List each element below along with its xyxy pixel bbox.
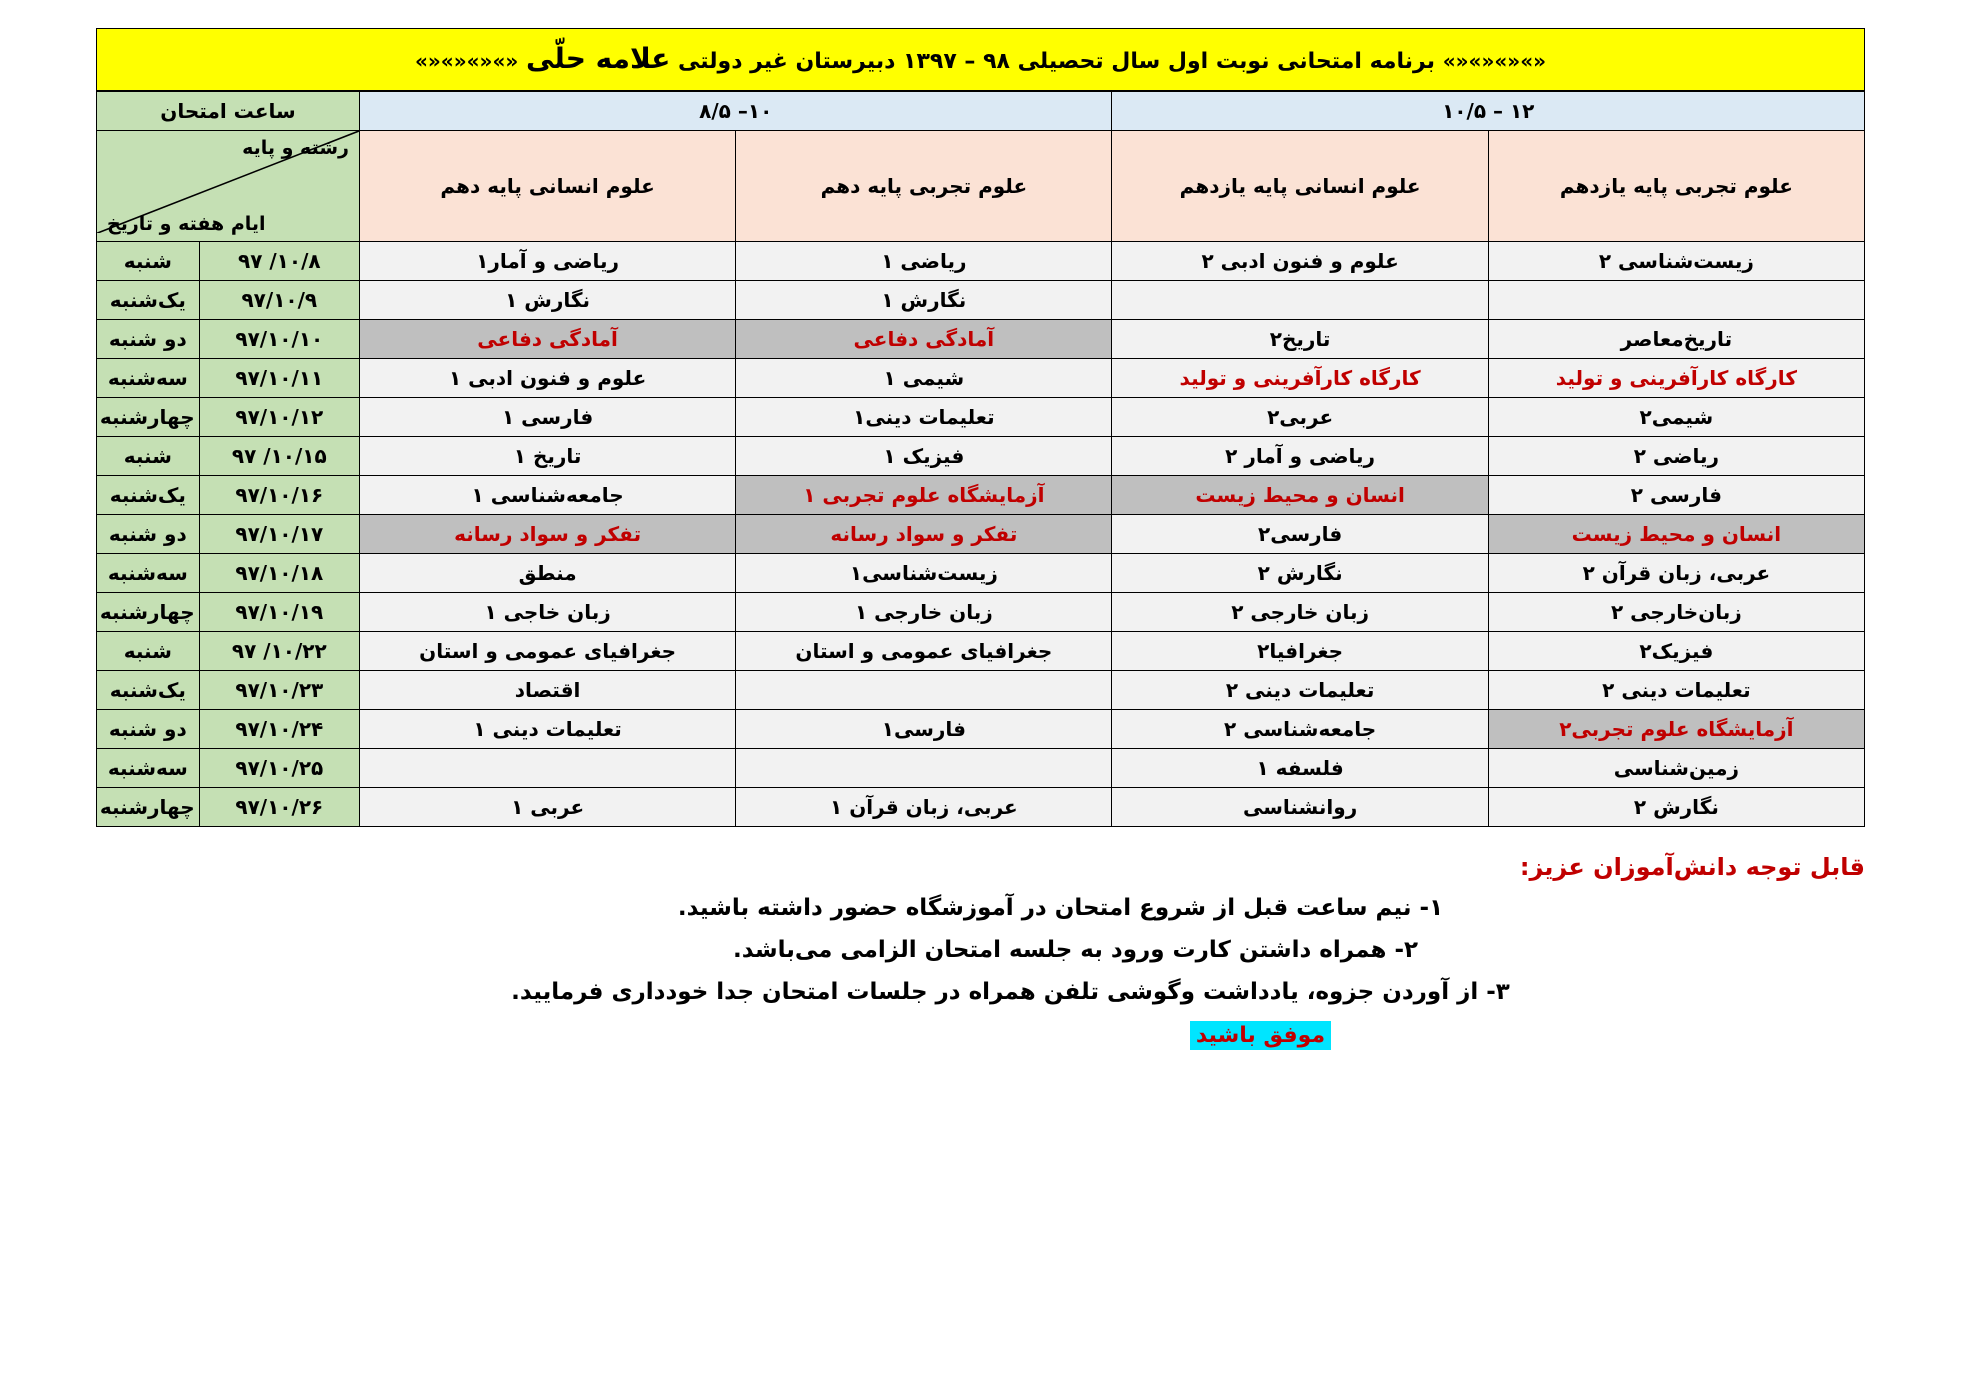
note-item-2: ۲- همراه داشتن کارت ورود به جلسه امتحان الزامی می‌باشد. bbox=[732, 937, 1419, 963]
exam-cell: ریاضی و آمار ۲ bbox=[1112, 437, 1488, 476]
table-row bbox=[97, 242, 1865, 281]
branch-date-diagonal-header bbox=[97, 131, 360, 242]
row-date: ۹۷/۱۰/۱۹ bbox=[199, 593, 359, 632]
exam-cell bbox=[736, 749, 1112, 788]
exam-cell: زبان خارجی ۱ bbox=[736, 593, 1112, 632]
table-row bbox=[97, 320, 1865, 359]
exam-cell: نگارش ۱ bbox=[736, 281, 1112, 320]
title-decoration-right: «»«»«»«» bbox=[1442, 49, 1547, 73]
row-date: ۹۷/۱۰/۱۱ bbox=[199, 359, 359, 398]
row-date: ۹۷ /۱۰/۲۲ bbox=[199, 632, 359, 671]
exam-cell: فارسی۱ bbox=[736, 710, 1112, 749]
row-weekday: چهارشنبه bbox=[97, 593, 200, 632]
row-date: ۹۷/۱۰/۱۸ bbox=[199, 554, 359, 593]
notes-heading: قابل توجه دانش‌آموزان عزیز: bbox=[1519, 853, 1865, 881]
exam-cell: نگارش ۲ bbox=[1112, 554, 1488, 593]
exam-cell bbox=[736, 671, 1112, 710]
time-slot-header-row bbox=[97, 92, 1865, 131]
exam-cell: زبان خاجی ۱ bbox=[359, 593, 735, 632]
exam-cell: فارسی ۱ bbox=[359, 398, 735, 437]
exam-cell: تاریخ‌معاصر bbox=[1488, 320, 1864, 359]
exam-cell: تعلیمات دینی ۱ bbox=[359, 710, 735, 749]
row-date: ۹۷/۱۰/۲۴ bbox=[199, 710, 359, 749]
exam-cell: جامعه‌شناسی ۲ bbox=[1112, 710, 1488, 749]
exam-cell: زیست‌شناسی ۲ bbox=[1488, 242, 1864, 281]
exam-cell: عربی، زبان قرآن ۱ bbox=[736, 788, 1112, 827]
title-school-name: علامه حلّی bbox=[525, 42, 671, 75]
exam-cell bbox=[1112, 281, 1488, 320]
exam-cell: عربی ۱ bbox=[359, 788, 735, 827]
row-date: ۹۷ /۱۰/۸ bbox=[199, 242, 359, 281]
exam-cell: ریاضی و آمار۱ bbox=[359, 242, 735, 281]
exam-cell: آمادگی دفاعی bbox=[359, 320, 735, 359]
exam-cell: روانشناسی bbox=[1112, 788, 1488, 827]
column-header-humanities-11: علوم انسانی پایه یازدهم bbox=[1112, 131, 1488, 242]
exam-cell: نگارش ۲ bbox=[1488, 788, 1864, 827]
title-text: برنامه امتحانی نوبت اول سال تحصیلی ۹۸ – ۱۳۹۷ دبیرستان غیر دولتی bbox=[670, 49, 1436, 74]
table-header bbox=[97, 92, 1865, 242]
table-row bbox=[97, 515, 1865, 554]
row-date: ۹۷/۱۰/۱۷ bbox=[199, 515, 359, 554]
row-weekday: سه‌شنبه bbox=[97, 359, 200, 398]
table-row bbox=[97, 749, 1865, 788]
row-date: ۹۷/۱۰/۱۲ bbox=[199, 398, 359, 437]
exam-cell: علوم و فنون ادبی ۱ bbox=[359, 359, 735, 398]
exam-cell: اقتصاد bbox=[359, 671, 735, 710]
table-row bbox=[97, 632, 1865, 671]
branch-grade-label: رشته و پایه bbox=[242, 137, 349, 159]
row-weekday: یک‌شنبه bbox=[97, 671, 200, 710]
row-date: ۹۷/۱۰/۱۶ bbox=[199, 476, 359, 515]
exam-cell: انسان و محیط زیست bbox=[1112, 476, 1488, 515]
exam-cell: آزمایشگاه علوم تجربی ۱ bbox=[736, 476, 1112, 515]
slot-late-header: ۱۲ – ۱۰/۵ bbox=[1112, 92, 1865, 131]
exam-cell: زبان‌خارجی ۲ bbox=[1488, 593, 1864, 632]
row-weekday: شنبه bbox=[97, 632, 200, 671]
title-decoration-left: «»«»«»«» bbox=[414, 49, 519, 73]
exam-cell: فارسی ۲ bbox=[1488, 476, 1864, 515]
exam-time-header: ساعت امتحان bbox=[97, 92, 360, 131]
exam-cell: کارگاه کارآفرینی و تولید bbox=[1488, 359, 1864, 398]
table-row bbox=[97, 281, 1865, 320]
table-body bbox=[97, 242, 1865, 827]
exam-cell: جغرافیای عمومی و استان bbox=[736, 632, 1112, 671]
row-date: ۹۷/۱۰/۹ bbox=[199, 281, 359, 320]
exam-cell: فیزیک۲ bbox=[1488, 632, 1864, 671]
column-header-experimental-11: علوم تجربی پایه یازدهم bbox=[1488, 131, 1864, 242]
note-item-1: ۱- نیم ساعت قبل از شروع امتحان در آموزشگاه حضور داشته باشید. bbox=[677, 895, 1444, 921]
column-header-humanities-10: علوم انسانی پایه دهم bbox=[359, 131, 735, 242]
exam-cell: جامعه‌شناسی ۱ bbox=[359, 476, 735, 515]
table-row bbox=[97, 554, 1865, 593]
exam-cell: زیست‌شناسی۱ bbox=[736, 554, 1112, 593]
table-row bbox=[97, 437, 1865, 476]
table-row bbox=[97, 671, 1865, 710]
row-date: ۹۷/۱۰/۲۵ bbox=[199, 749, 359, 788]
exam-schedule-table bbox=[96, 91, 1865, 827]
exam-cell: تفکر و سواد رسانه bbox=[736, 515, 1112, 554]
exam-cell: تاریخ ۱ bbox=[359, 437, 735, 476]
exam-cell: ریاضی ۱ bbox=[736, 242, 1112, 281]
exam-cell: تفکر و سواد رسانه bbox=[359, 515, 735, 554]
exam-cell: جغرافیای عمومی و استان bbox=[359, 632, 735, 671]
exam-cell: زمین‌شناسی bbox=[1488, 749, 1864, 788]
good-luck-badge: موفق باشید bbox=[1190, 1021, 1331, 1050]
table-row bbox=[97, 398, 1865, 437]
exam-cell bbox=[359, 749, 735, 788]
exam-cell: آمادگی دفاعی bbox=[736, 320, 1112, 359]
table-row bbox=[97, 710, 1865, 749]
exam-cell: فیزیک ۱ bbox=[736, 437, 1112, 476]
exam-cell: منطق bbox=[359, 554, 735, 593]
row-weekday: چهارشنبه bbox=[97, 788, 200, 827]
exam-cell: تاریخ۲ bbox=[1112, 320, 1488, 359]
exam-cell: تعلیمات دینی ۲ bbox=[1112, 671, 1488, 710]
row-date: ۹۷ /۱۰/۱۵ bbox=[199, 437, 359, 476]
row-weekday: یک‌شنبه bbox=[97, 281, 200, 320]
exam-cell: آزمایشگاه علوم تجربی۲ bbox=[1488, 710, 1864, 749]
table-row bbox=[97, 788, 1865, 827]
exam-cell: شیمی۲ bbox=[1488, 398, 1864, 437]
exam-cell: انسان و محیط زیست bbox=[1488, 515, 1864, 554]
table-row bbox=[97, 359, 1865, 398]
row-weekday: سه‌شنبه bbox=[97, 554, 200, 593]
column-header-experimental-10: علوم تجربی پایه دهم bbox=[736, 131, 1112, 242]
page-title bbox=[96, 28, 1865, 91]
table-row bbox=[97, 593, 1865, 632]
exam-cell: ریاضی ۲ bbox=[1488, 437, 1864, 476]
row-date: ۹۷/۱۰/۱۰ bbox=[199, 320, 359, 359]
exam-cell: علوم و فنون ادبی ۲ bbox=[1112, 242, 1488, 281]
row-weekday: سه‌شنبه bbox=[97, 749, 200, 788]
weekday-date-label: ایام هفته و تاریخ bbox=[107, 213, 266, 235]
row-weekday: دو شنبه bbox=[97, 515, 200, 554]
table-row bbox=[97, 476, 1865, 515]
row-weekday: چهارشنبه bbox=[97, 398, 200, 437]
row-weekday: شنبه bbox=[97, 242, 200, 281]
row-weekday: شنبه bbox=[97, 437, 200, 476]
row-weekday: دو شنبه bbox=[97, 320, 200, 359]
row-date: ۹۷/۱۰/۲۳ bbox=[199, 671, 359, 710]
exam-cell: عربی۲ bbox=[1112, 398, 1488, 437]
exam-cell: کارگاه کارآفرینی و تولید bbox=[1112, 359, 1488, 398]
notes-section bbox=[96, 853, 1865, 1050]
exam-cell: تعلیمات دینی۱ bbox=[736, 398, 1112, 437]
row-date: ۹۷/۱۰/۲۶ bbox=[199, 788, 359, 827]
exam-cell: تعلیمات دینی ۲ bbox=[1488, 671, 1864, 710]
exam-cell: فارسی۲ bbox=[1112, 515, 1488, 554]
exam-cell: زبان خارجی ۲ bbox=[1112, 593, 1488, 632]
row-weekday: دو شنبه bbox=[97, 710, 200, 749]
exam-cell: نگارش ۱ bbox=[359, 281, 735, 320]
good-luck-wrapper bbox=[96, 1021, 1865, 1050]
exam-cell bbox=[1488, 281, 1864, 320]
note-item-3: ۳- از آوردن جزوه، یادداشت وگوشی تلفن همراه در جلسات امتحان جدا خودداری فرمایید. bbox=[511, 979, 1510, 1005]
exam-cell: عربی، زبان قرآن ۲ bbox=[1488, 554, 1864, 593]
exam-cell: شیمی ۱ bbox=[736, 359, 1112, 398]
row-weekday: یک‌شنبه bbox=[97, 476, 200, 515]
exam-cell: جغرافیا۲ bbox=[1112, 632, 1488, 671]
slot-early-header: ۱۰– ۸/۵ bbox=[359, 92, 1112, 131]
branch-header-row bbox=[97, 131, 1865, 242]
exam-cell: فلسفه ۱ bbox=[1112, 749, 1488, 788]
